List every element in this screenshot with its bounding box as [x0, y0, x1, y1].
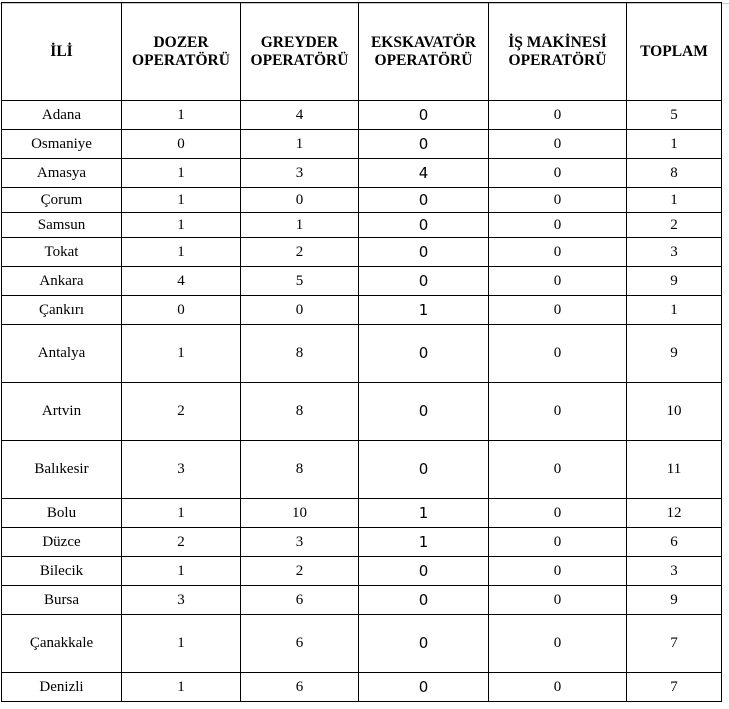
table-row [2, 673, 722, 702]
count-cell: 10 [627, 383, 722, 441]
count-cell: 12 [627, 499, 722, 528]
count-cell: 1 [122, 325, 241, 383]
table-row [2, 159, 722, 188]
count-cell: 0 [489, 296, 627, 325]
province-cell: Denizli [2, 673, 122, 702]
count-cell: 8 [241, 441, 359, 499]
table-body [2, 101, 722, 702]
count-cell: 1 [122, 188, 241, 213]
count-cell: 0 [359, 101, 489, 130]
count-cell: 2 [122, 528, 241, 557]
count-cell: 5 [627, 101, 722, 130]
count-cell: 1 [359, 528, 489, 557]
province-cell: Ankara [2, 267, 122, 296]
header-text: TOPLAM [640, 42, 708, 60]
count-cell: 0 [359, 441, 489, 499]
province-cell: Bilecik [2, 557, 122, 586]
province-cell: Bursa [2, 586, 122, 615]
count-cell: 0 [489, 159, 627, 188]
count-cell: 3 [122, 441, 241, 499]
header-text: İŞ MAKİNESİ [508, 33, 607, 51]
province-cell: Çanakkale [2, 615, 122, 673]
header-is-makinesi [489, 3, 627, 101]
table-row [2, 267, 722, 296]
count-cell: 1 [122, 673, 241, 702]
count-cell: 1 [627, 188, 722, 213]
count-cell: 0 [489, 213, 627, 238]
count-cell: 2 [241, 238, 359, 267]
count-cell: 1 [122, 557, 241, 586]
count-cell: 0 [489, 528, 627, 557]
table-row [2, 130, 722, 159]
count-cell: 0 [489, 499, 627, 528]
count-cell: 9 [627, 267, 722, 296]
count-cell: 0 [489, 267, 627, 296]
count-cell: 0 [359, 673, 489, 702]
count-cell: 1 [241, 130, 359, 159]
header-greyder [241, 3, 359, 101]
count-cell: 9 [627, 325, 722, 383]
count-cell: 0 [359, 383, 489, 441]
table-row [2, 325, 722, 383]
count-cell: 0 [359, 213, 489, 238]
header-text: İLİ [50, 42, 73, 60]
province-cell: Tokat [2, 238, 122, 267]
count-cell: 6 [241, 673, 359, 702]
count-cell: 0 [489, 383, 627, 441]
province-cell: Osmaniye [2, 130, 122, 159]
count-cell: 1 [627, 130, 722, 159]
count-cell: 0 [489, 441, 627, 499]
header-text: DOZER [153, 33, 209, 51]
count-cell: 0 [489, 557, 627, 586]
count-cell: 4 [122, 267, 241, 296]
count-cell: 0 [359, 238, 489, 267]
table-row [2, 296, 722, 325]
header-dozer [122, 3, 241, 101]
table-row [2, 499, 722, 528]
count-cell: 3 [241, 159, 359, 188]
province-cell: Bolu [2, 499, 122, 528]
count-cell: 1 [122, 159, 241, 188]
count-cell: 1 [122, 615, 241, 673]
count-cell: 3 [627, 557, 722, 586]
province-cell: Samsun [2, 213, 122, 238]
table-row [2, 188, 722, 213]
count-cell: 0 [359, 188, 489, 213]
count-cell: 8 [241, 325, 359, 383]
count-cell: 2 [241, 557, 359, 586]
count-cell: 1 [122, 499, 241, 528]
header-ekskavator [359, 3, 489, 101]
count-cell: 1 [122, 238, 241, 267]
province-cell: Çankırı [2, 296, 122, 325]
province-cell: Antalya [2, 325, 122, 383]
header-row [2, 3, 722, 101]
count-cell: 8 [241, 383, 359, 441]
count-cell: 0 [489, 130, 627, 159]
count-cell: 0 [359, 615, 489, 673]
count-cell: 9 [627, 586, 722, 615]
count-cell: 0 [122, 130, 241, 159]
header-text: OPERATÖRÜ [374, 51, 473, 69]
count-cell: 7 [627, 615, 722, 673]
count-cell: 0 [359, 586, 489, 615]
count-cell: 1 [241, 213, 359, 238]
header-text: OPERATÖRÜ [508, 51, 607, 69]
count-cell: 6 [241, 586, 359, 615]
table-row [2, 615, 722, 673]
count-cell: 3 [627, 238, 722, 267]
header-text: OPERATÖRÜ [132, 51, 230, 69]
table-row [2, 528, 722, 557]
count-cell: 0 [122, 296, 241, 325]
count-cell: 2 [627, 213, 722, 238]
count-cell: 3 [241, 528, 359, 557]
header-text: GREYDER [260, 33, 339, 51]
count-cell: 0 [489, 673, 627, 702]
count-cell: 10 [241, 499, 359, 528]
count-cell: 0 [489, 586, 627, 615]
count-cell: 0 [489, 101, 627, 130]
province-cell: Adana [2, 101, 122, 130]
operator-table [1, 2, 722, 702]
table-row [2, 441, 722, 499]
count-cell: 1 [627, 296, 722, 325]
count-cell: 5 [241, 267, 359, 296]
count-cell: 6 [241, 615, 359, 673]
count-cell: 0 [489, 188, 627, 213]
count-cell: 0 [489, 615, 627, 673]
table-row [2, 213, 722, 238]
count-cell: 1 [359, 296, 489, 325]
count-cell: 2 [122, 383, 241, 441]
count-cell: 0 [359, 130, 489, 159]
province-cell: Çorum [2, 188, 122, 213]
count-cell: 0 [241, 296, 359, 325]
province-cell: Balıkesir [2, 441, 122, 499]
header-text: EKSKAVATÖR [370, 33, 477, 51]
count-cell: 11 [627, 441, 722, 499]
count-cell: 0 [489, 325, 627, 383]
count-cell: 0 [489, 238, 627, 267]
count-cell: 0 [241, 188, 359, 213]
table-row [2, 101, 722, 130]
count-cell: 0 [359, 557, 489, 586]
count-cell: 1 [122, 213, 241, 238]
header-il [2, 3, 122, 101]
table-row [2, 557, 722, 586]
table-row [2, 383, 722, 441]
count-cell: 3 [122, 586, 241, 615]
header-text: OPERATÖRÜ [250, 51, 349, 69]
count-cell: 4 [359, 159, 489, 188]
count-cell: 6 [627, 528, 722, 557]
count-cell: 1 [122, 101, 241, 130]
table-row [2, 586, 722, 615]
table-row [2, 238, 722, 267]
count-cell: 0 [359, 325, 489, 383]
count-cell: 8 [627, 159, 722, 188]
province-cell: Amasya [2, 159, 122, 188]
province-cell: Düzce [2, 528, 122, 557]
count-cell: 7 [627, 673, 722, 702]
count-cell: 4 [241, 101, 359, 130]
count-cell: 0 [359, 267, 489, 296]
province-cell: Artvin [2, 383, 122, 441]
header-toplam [627, 3, 722, 101]
count-cell: 1 [359, 499, 489, 528]
